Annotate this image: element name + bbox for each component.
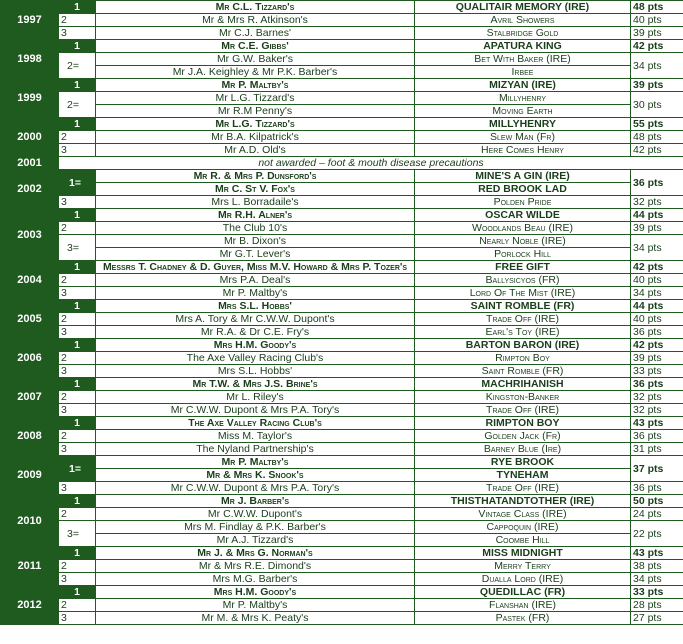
points-cell: 22 pts [631, 521, 683, 547]
placing-row [1, 287, 683, 300]
horse-cell: Nearly Noble (IRE) [415, 235, 631, 248]
year-cell: 1998 [1, 40, 59, 79]
placing-row [1, 391, 683, 404]
owner-cell: Mr & Mrs R.E. Dimond's [96, 560, 415, 573]
winner-row [1, 1, 683, 14]
placing-row [1, 508, 683, 521]
points-cell: 33 pts [631, 586, 683, 599]
horse-cell: MACHRIHANISH [415, 378, 631, 391]
points-cell: 48 pts [631, 131, 683, 144]
horse-cell: QUEDILLAC (FR) [415, 586, 631, 599]
placing-row [1, 482, 683, 495]
owner-cell: Mr & Mrs R. Atkinson's [96, 14, 415, 27]
position-cell: 2= [59, 92, 96, 118]
owner-cell: The Axe Valley Racing Club's [96, 352, 415, 365]
winner-row [1, 300, 683, 313]
points-cell: 42 pts [631, 339, 683, 352]
results-table-body [1, 1, 683, 625]
placing-row [1, 66, 683, 79]
horse-cell: RYE BROOK [415, 456, 631, 469]
year-cell: 2003 [1, 209, 59, 261]
owner-cell: Miss M. Taylor's [96, 430, 415, 443]
points-cell: 42 pts [631, 261, 683, 274]
owner-cell: Mr L.G. Tizzard's [96, 92, 415, 105]
horse-cell: MISS MIDNIGHT [415, 547, 631, 560]
owner-cell: Mr R.M Penny's [96, 105, 415, 118]
horse-cell: Earl's Toy (IRE) [415, 326, 631, 339]
owner-cell: Mrs A. Tory & Mr C.W.W. Dupont's [96, 313, 415, 326]
position-cell: 1 [59, 586, 96, 599]
horse-cell: QUALITAIR MEMORY (IRE) [415, 1, 631, 14]
horse-cell: TYNEHAM [415, 469, 631, 482]
points-cell: 42 pts [631, 40, 683, 53]
placing-row [1, 443, 683, 456]
position-cell: 1 [59, 339, 96, 352]
horse-cell: Polden Pride [415, 196, 631, 209]
position-cell: 2 [59, 508, 96, 521]
horse-cell: Trade Off (IRE) [415, 482, 631, 495]
points-cell: 36 pts [631, 482, 683, 495]
horse-cell: Lord Of The Mist (IRE) [415, 287, 631, 300]
horse-cell: FREE GIFT [415, 261, 631, 274]
horse-cell: Millyhenry [415, 92, 631, 105]
points-cell: 31 pts [631, 443, 683, 456]
position-cell: 2 [59, 599, 96, 612]
points-cell: 36 pts [631, 430, 683, 443]
owner-cell: Mr C.J. Barnes' [96, 27, 415, 40]
horse-cell: Cappoquin (IRE) [415, 521, 631, 534]
horse-cell: Vintage Class (IRE) [415, 508, 631, 521]
position-cell: 1 [59, 40, 96, 53]
points-cell: 39 pts [631, 27, 683, 40]
owner-cell: Mr C.L. Tizzard's [96, 1, 415, 14]
placing-row [1, 196, 683, 209]
year-cell: 1997 [1, 1, 59, 40]
year-cell: 2010 [1, 495, 59, 547]
owner-cell: Mr C.W.W. Dupont & Mrs P.A. Tory's [96, 482, 415, 495]
position-cell: 3= [59, 521, 96, 547]
horse-cell: Trade Off (IRE) [415, 404, 631, 417]
position-cell: 1 [59, 547, 96, 560]
owner-cell: Mr R.A. & Dr C.E. Fry's [96, 326, 415, 339]
owner-cell: Mr G.T. Lever's [96, 248, 415, 261]
position-cell: 2 [59, 352, 96, 365]
placing-row [1, 105, 683, 118]
points-cell: 36 pts [631, 170, 683, 196]
points-cell: 39 pts [631, 79, 683, 92]
points-cell: 37 pts [631, 456, 683, 482]
placing-row [1, 573, 683, 586]
points-cell: 28 pts [631, 599, 683, 612]
horse-cell: Flanshan (IRE) [415, 599, 631, 612]
points-cell: 44 pts [631, 300, 683, 313]
position-cell: 2 [59, 391, 96, 404]
owner-cell: Mr B.A. Kilpatrick's [96, 131, 415, 144]
horse-cell: Golden Jack (Fr) [415, 430, 631, 443]
placing-row [1, 404, 683, 417]
placing-row [1, 326, 683, 339]
position-cell: 3 [59, 365, 96, 378]
horse-cell: Avril Showers [415, 14, 631, 27]
horse-cell: Porlock Hill [415, 248, 631, 261]
owner-cell: Mr & Mrs K. Snook's [96, 469, 415, 482]
placing-row [1, 365, 683, 378]
horse-cell: BARTON BARON (IRE) [415, 339, 631, 352]
owner-cell: Mr P. Maltby's [96, 456, 415, 469]
year-cell: 2004 [1, 261, 59, 300]
winner-row [1, 378, 683, 391]
note-row [1, 157, 683, 170]
owner-cell: Mr G.W. Baker's [96, 53, 415, 66]
winner-row [1, 547, 683, 560]
placing-row [1, 521, 683, 534]
horse-cell: MILLYHENRY [415, 118, 631, 131]
points-cell: 36 pts [631, 326, 683, 339]
owner-cell: Mr J. Barber's [96, 495, 415, 508]
placing-row [1, 534, 683, 547]
winner-row [1, 79, 683, 92]
horse-cell: Pastek (FR) [415, 612, 631, 625]
owner-cell: Mr A.D. Old's [96, 144, 415, 157]
horse-cell: Trade Off (IRE) [415, 313, 631, 326]
winner-row [1, 118, 683, 131]
horse-cell: Irbee [415, 66, 631, 79]
position-cell: 3 [59, 287, 96, 300]
position-cell: 3 [59, 144, 96, 157]
winner-row [1, 456, 683, 469]
points-cell: 40 pts [631, 313, 683, 326]
owner-cell: Mr C.W.W. Dupont & Mrs P.A. Tory's [96, 404, 415, 417]
owner-cell: Mrs M.G. Barber's [96, 573, 415, 586]
points-cell: 39 pts [631, 222, 683, 235]
points-cell: 48 pts [631, 1, 683, 14]
position-cell: 1 [59, 495, 96, 508]
owner-cell: Mr C.E. Gibbs' [96, 40, 415, 53]
position-cell: 1 [59, 417, 96, 430]
horse-cell: Barney Blue (Ire) [415, 443, 631, 456]
position-cell: 3 [59, 573, 96, 586]
year-cell: 2005 [1, 300, 59, 339]
year-cell: 2009 [1, 456, 59, 495]
points-cell: 30 pts [631, 92, 683, 118]
position-cell: 3 [59, 326, 96, 339]
owner-cell: Mr P. Maltby's [96, 79, 415, 92]
placing-row [1, 352, 683, 365]
owner-cell: The Club 10's [96, 222, 415, 235]
owner-cell: Mrs H.M. Goody's [96, 586, 415, 599]
owner-cell: Mrs L. Borradaile's [96, 196, 415, 209]
points-cell: 24 pts [631, 508, 683, 521]
year-cell: 2011 [1, 547, 59, 586]
position-cell: 3 [59, 27, 96, 40]
position-cell: 1 [59, 261, 96, 274]
owner-cell: Mr B. Dixon's [96, 235, 415, 248]
points-cell: 34 pts [631, 53, 683, 79]
points-cell: 39 pts [631, 352, 683, 365]
placing-row [1, 27, 683, 40]
winner-row [1, 183, 683, 196]
owner-cell: Mr L. Riley's [96, 391, 415, 404]
horse-cell: Rimpton Boy [415, 352, 631, 365]
position-cell: 3 [59, 612, 96, 625]
points-cell: 32 pts [631, 404, 683, 417]
position-cell: 1 [59, 378, 96, 391]
position-cell: 2 [59, 313, 96, 326]
position-cell: 1 [59, 118, 96, 131]
horse-cell: OSCAR WILDE [415, 209, 631, 222]
points-cell: 34 pts [631, 287, 683, 300]
placing-row [1, 222, 683, 235]
winner-row [1, 495, 683, 508]
winner-row [1, 170, 683, 183]
points-cell: 27 pts [631, 612, 683, 625]
placing-row [1, 248, 683, 261]
placing-row [1, 14, 683, 27]
horse-cell: Stalbridge Gold [415, 27, 631, 40]
points-cell: 32 pts [631, 196, 683, 209]
year-cell: 2002 [1, 170, 59, 209]
horse-cell: SAINT ROMBLE (FR) [415, 300, 631, 313]
not-awarded-note: not awarded – foot & mouth disease precautions [59, 157, 683, 170]
points-cell: 38 pts [631, 560, 683, 573]
year-cell: 2006 [1, 339, 59, 378]
placing-row [1, 560, 683, 573]
position-cell: 1= [59, 170, 96, 196]
year-cell: 2000 [1, 118, 59, 157]
points-cell: 44 pts [631, 209, 683, 222]
points-cell: 34 pts [631, 235, 683, 261]
year-cell: 2012 [1, 586, 59, 625]
points-cell: 32 pts [631, 391, 683, 404]
position-cell: 1 [59, 1, 96, 14]
horse-cell: Merry Terry [415, 560, 631, 573]
owner-cell: Mr P. Maltby's [96, 287, 415, 300]
position-cell: 3 [59, 482, 96, 495]
points-cell: 43 pts [631, 417, 683, 430]
position-cell: 3= [59, 235, 96, 261]
owner-cell: Mr R. & Mrs P. Dunsford's [96, 170, 415, 183]
owner-cell: Mr L.G. Tizzard's [96, 118, 415, 131]
position-cell: 1= [59, 456, 96, 482]
horse-cell: Ballysicyos (FR) [415, 274, 631, 287]
winner-row [1, 586, 683, 599]
position-cell: 2 [59, 131, 96, 144]
horse-cell: Dualla Lord (IRE) [415, 573, 631, 586]
owner-cell: Mrs H.M. Goody's [96, 339, 415, 352]
owner-cell: Mr C.W.W. Dupont's [96, 508, 415, 521]
points-cell: 34 pts [631, 573, 683, 586]
horse-cell: MINE'S A GIN (IRE) [415, 170, 631, 183]
placing-row [1, 92, 683, 105]
placing-row [1, 53, 683, 66]
owner-cell: Mr T.W. & Mrs J.S. Brine's [96, 378, 415, 391]
placing-row [1, 235, 683, 248]
position-cell: 2 [59, 222, 96, 235]
horse-cell: Woodlands Beau (IRE) [415, 222, 631, 235]
owner-cell: Mr J.A. Keighley & Mr P.K. Barber's [96, 66, 415, 79]
position-cell: 1 [59, 209, 96, 222]
points-cell: 40 pts [631, 274, 683, 287]
position-cell: 3 [59, 196, 96, 209]
winner-row [1, 469, 683, 482]
year-cell: 2008 [1, 417, 59, 456]
position-cell: 2 [59, 560, 96, 573]
placing-row [1, 131, 683, 144]
owner-cell: Mrs S.L. Hobbs' [96, 365, 415, 378]
placing-row [1, 430, 683, 443]
winner-row [1, 339, 683, 352]
horse-cell: MIZYAN (IRE) [415, 79, 631, 92]
position-cell: 2 [59, 274, 96, 287]
winner-row [1, 261, 683, 274]
horse-cell: Bet With Baker (IRE) [415, 53, 631, 66]
horse-cell: Moving Earth [415, 105, 631, 118]
owner-cell: Mr J. & Mrs G. Norman's [96, 547, 415, 560]
horse-cell: RED BROOK LAD [415, 183, 631, 196]
owner-cell: Mrs M. Findlay & P.K. Barber's [96, 521, 415, 534]
winner-row [1, 417, 683, 430]
horse-cell: RIMPTON BOY [415, 417, 631, 430]
winner-row [1, 209, 683, 222]
placing-row [1, 612, 683, 625]
horse-cell: Slew Man (Fr) [415, 131, 631, 144]
year-cell: 2001 [1, 157, 59, 170]
placing-row [1, 599, 683, 612]
owner-cell: Mrs P.A. Deal's [96, 274, 415, 287]
horse-cell: APATURA KING [415, 40, 631, 53]
placing-row [1, 274, 683, 287]
owner-cell: The Nyland Partnership's [96, 443, 415, 456]
owner-cell: Mr R.H. Alner's [96, 209, 415, 222]
year-cell: 2007 [1, 378, 59, 417]
position-cell: 1 [59, 79, 96, 92]
position-cell: 2 [59, 430, 96, 443]
points-cell: 40 pts [631, 14, 683, 27]
points-cell: 55 pts [631, 118, 683, 131]
position-cell: 1 [59, 300, 96, 313]
position-cell: 3 [59, 404, 96, 417]
horse-cell: Saint Romble (FR) [415, 365, 631, 378]
owner-cell: Mr P. Maltby's [96, 599, 415, 612]
owner-cell: Messrs T. Chadney & D. Guyer, Miss M.V. Howard & Mrs P. Tozer's [96, 261, 415, 274]
placing-row [1, 313, 683, 326]
points-cell: 50 pts [631, 495, 683, 508]
position-cell: 2 [59, 14, 96, 27]
owner-cell: Mrs S.L. Hobbs' [96, 300, 415, 313]
points-cell: 43 pts [631, 547, 683, 560]
owner-cell: The Axe Valley Racing Club's [96, 417, 415, 430]
year-cell: 1999 [1, 79, 59, 118]
position-cell: 3 [59, 443, 96, 456]
owner-cell: Mr C. St V. Fox's [96, 183, 415, 196]
horse-cell: Coombe Hill [415, 534, 631, 547]
horse-cell: THISTHATANDTOTHER (IRE) [415, 495, 631, 508]
points-cell: 33 pts [631, 365, 683, 378]
winner-row [1, 40, 683, 53]
points-cell: 42 pts [631, 144, 683, 157]
points-cell: 36 pts [631, 378, 683, 391]
owner-cell: Mr A.J. Tizzard's [96, 534, 415, 547]
position-cell: 2= [59, 53, 96, 79]
horse-cell: Kingston-Banker [415, 391, 631, 404]
horse-cell: Here Comes Henry [415, 144, 631, 157]
placing-row [1, 144, 683, 157]
owner-cell: Mr M. & Mrs K. Peaty's [96, 612, 415, 625]
